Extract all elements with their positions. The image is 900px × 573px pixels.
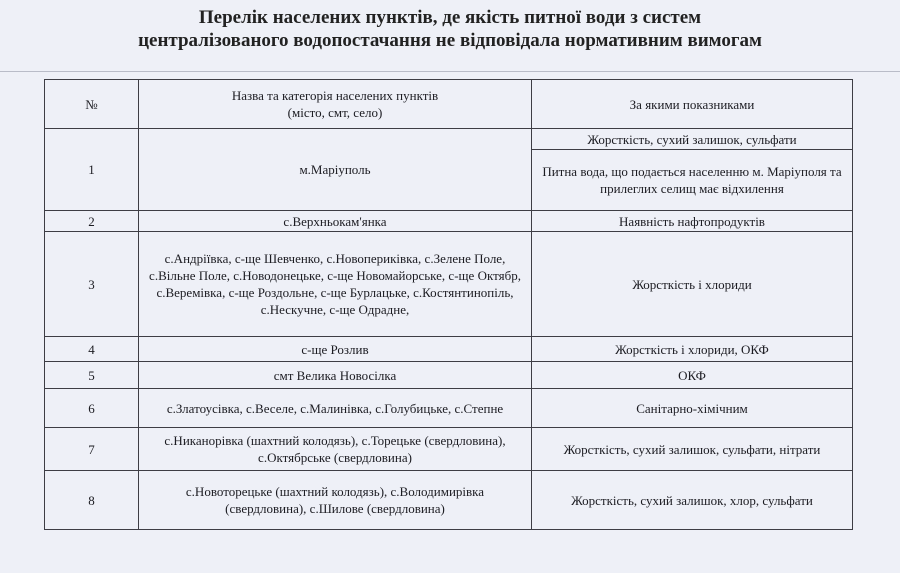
table-row [45, 337, 853, 362]
row-indicator: Жорсткість і хлориди [532, 232, 853, 337]
document-title [0, 6, 900, 52]
row-indicator: Наявність нафтопродуктів [532, 211, 853, 232]
row-settlement-name: с-ще Розлив [139, 337, 532, 362]
divider-line [0, 71, 900, 72]
title-line-2: централізованого водопостачання не відповідала нормативним вимогам [138, 30, 762, 51]
row-settlement-name: с.Андріївка, с-ще Шевченко, с.Новопериківка, с.Зелене Поле, с.Вільне Поле, с.Новодонецьке, с-ще Новомайорське, с-ще Октябр, с.Веремівка, с-ще Роздольне, с-ще Бурлацьке, с.Костянтинопіль, с.Нескучне, с-ще Одрадне, [139, 232, 532, 337]
header-settlement-name [139, 80, 532, 129]
title-line-1: Перелік населених пунктів, де якість питної води з систем [198, 7, 702, 28]
table-row [45, 389, 853, 428]
row-settlement-name: с.Никанорівка (шахтний колодязь), с.Торецьке (свердловина), с.Октябрське (свердловина) [139, 428, 532, 471]
row-indicator: ОКФ [532, 362, 853, 389]
row-indicator: Питна вода, що подається населенню м. Маріуполя та прилеглих селищ має відхилення [532, 150, 853, 211]
header-number: № [45, 80, 139, 129]
table-row [45, 428, 853, 471]
table-row [45, 129, 853, 150]
row-indicator: Жорсткість, сухий залишок, сульфати, нітрати [532, 428, 853, 471]
row-number: 4 [45, 337, 139, 362]
row-number: 3 [45, 232, 139, 337]
row-settlement-name: с.Верхньокам'янка [139, 211, 532, 232]
table-row [45, 471, 853, 530]
row-number: 1 [45, 129, 139, 211]
row-number: 2 [45, 211, 139, 232]
row-number: 6 [45, 389, 139, 428]
row-number: 8 [45, 471, 139, 530]
table-header-row [45, 80, 853, 129]
row-number: 7 [45, 428, 139, 471]
row-indicator: Жорсткість, сухий залишок, хлор, сульфати [532, 471, 853, 530]
row-indicator: Жорсткість і хлориди, ОКФ [532, 337, 853, 362]
header-name-line-1: Назва та категорія населених пунктів [231, 88, 439, 103]
row-settlement-name: с.Златоусівка, с.Веселе, с.Малинівка, с.Голубицьке, с.Степне [139, 389, 532, 428]
table-row [45, 362, 853, 389]
row-settlement-name: с.Новоторецьке (шахтний колодязь), с.Володимирівка (свердловина), с.Шилове (свердловина) [139, 471, 532, 530]
row-indicator: Жорсткість, сухий залишок, сульфати [532, 129, 853, 150]
header-indicators: За якими показниками [532, 80, 853, 129]
table-row [45, 211, 853, 232]
row-indicator: Санітарно-хімічним [532, 389, 853, 428]
header-name-line-2: (місто, смт, село) [287, 105, 383, 120]
row-settlement-name: м.Маріуполь [139, 129, 532, 211]
row-number: 5 [45, 362, 139, 389]
settlements-table [44, 79, 853, 530]
table-row [45, 232, 853, 337]
row-settlement-name: смт Велика Новосілка [139, 362, 532, 389]
